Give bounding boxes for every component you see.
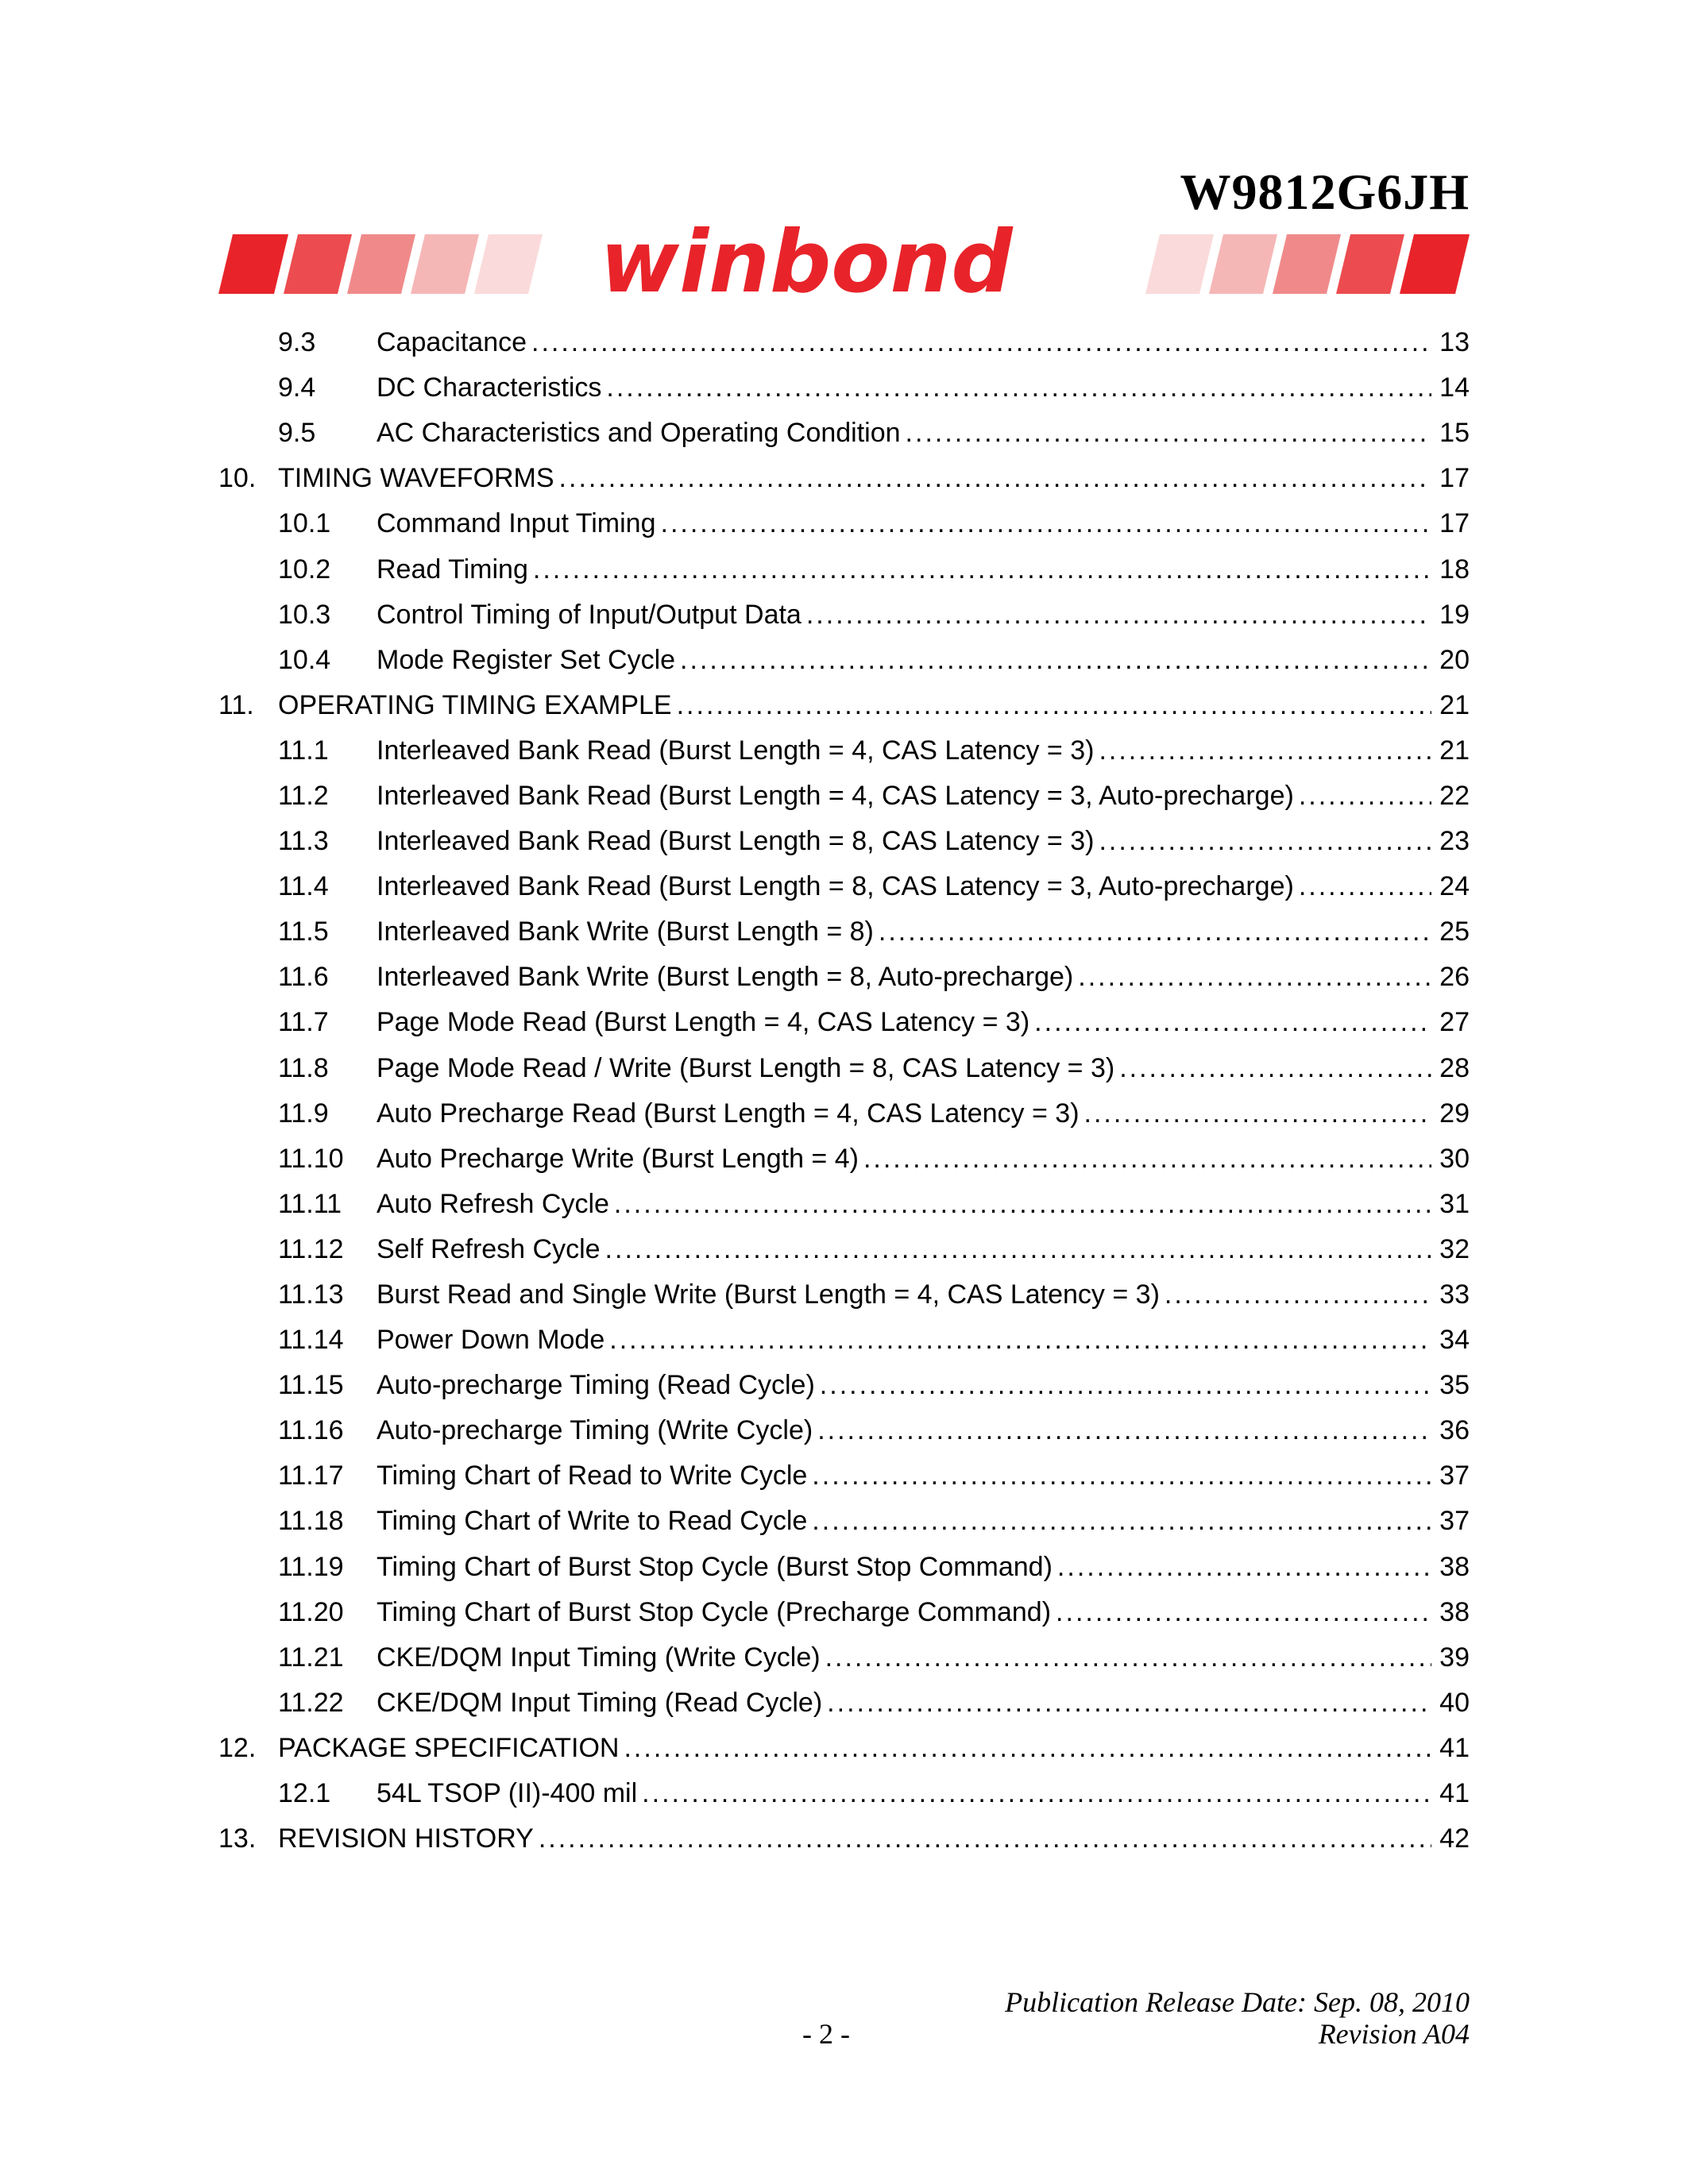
toc-entry-title: Auto Precharge Read (Burst Length = 4, CAS Latency = 3) <box>377 1098 1080 1129</box>
toc-entry-page: 32 <box>1439 1233 1470 1264</box>
toc-leader-dots <box>1099 819 1431 864</box>
logo-stripe <box>474 234 543 294</box>
toc-entry-page: 37 <box>1439 1461 1470 1491</box>
toc-entry-page: 18 <box>1439 554 1470 585</box>
toc-entry-page: 13 <box>1439 327 1470 358</box>
toc-entry-number: 11.17 <box>278 1461 344 1491</box>
logo-stripe <box>1336 234 1404 294</box>
toc-entry-page: 35 <box>1439 1370 1470 1401</box>
toc-entry[interactable] <box>218 365 1470 411</box>
toc-entry-number: 11.14 <box>278 1325 344 1356</box>
toc-entry-number: 9.4 <box>278 372 316 403</box>
toc-leader-dots <box>1034 1000 1431 1045</box>
toc-leader-dots <box>680 638 1431 683</box>
toc-entry[interactable] <box>218 1000 1470 1045</box>
toc-entry-title: Power Down Mode <box>377 1325 605 1356</box>
toc-entry-number: 11.9 <box>278 1098 329 1129</box>
toc-leader-dots <box>806 592 1431 638</box>
toc-entry-page: 31 <box>1439 1188 1470 1219</box>
toc-entry-title: Interleaved Bank Read (Burst Length = 4, CAS Latency = 3, Auto-precharge) <box>377 780 1294 811</box>
toc-entry[interactable] <box>218 1499 1470 1544</box>
toc-entry-title: Timing Chart of Write to Read Cycle <box>377 1506 808 1537</box>
toc-entry[interactable] <box>218 1680 1470 1726</box>
toc-entry-number: 9.5 <box>278 418 316 449</box>
toc-entry-number: 11. <box>218 689 254 720</box>
toc-entry-page: 40 <box>1439 1687 1470 1718</box>
toc-leader-dots <box>827 1680 1431 1726</box>
toc-entry[interactable] <box>218 1227 1470 1272</box>
toc-leader-dots <box>624 1726 1431 1771</box>
toc-entry[interactable] <box>218 1453 1470 1499</box>
toc-leader-dots <box>605 1227 1431 1272</box>
toc-entry-page: 17 <box>1439 463 1470 494</box>
toc-entry-number: 11.6 <box>278 962 329 993</box>
toc-entry-page: 25 <box>1439 916 1470 947</box>
toc-entry-title: Mode Register Set Cycle <box>377 644 676 675</box>
toc-entry-number: 11.20 <box>278 1596 344 1627</box>
toc-entry-number: 10.3 <box>278 599 331 630</box>
toc-entry[interactable] <box>218 1771 1470 1816</box>
toc-entry[interactable] <box>218 728 1470 774</box>
toc-leader-dots <box>1099 728 1431 774</box>
toc-leader-dots <box>879 909 1431 955</box>
toc-entry-number: 11.2 <box>278 780 329 811</box>
toc-leader-dots <box>906 411 1431 456</box>
toc-entry[interactable] <box>218 638 1470 683</box>
toc-leader-dots <box>1119 1046 1431 1091</box>
toc-entry-number: 11.7 <box>278 1007 329 1038</box>
toc-entry-title: 54L TSOP (II)-400 mil <box>377 1778 638 1809</box>
toc-entry[interactable] <box>218 955 1470 1000</box>
page-number: - 2 - <box>802 2018 850 2050</box>
toc-entry-title: Capacitance <box>377 327 527 358</box>
toc-entry[interactable] <box>218 592 1470 638</box>
toc-entry-title: Timing Chart of Burst Stop Cycle (Burst Stop Command) <box>377 1551 1053 1582</box>
toc-leader-dots <box>1165 1272 1431 1318</box>
toc-entry-page: 38 <box>1439 1596 1470 1627</box>
toc-entry-number: 11.3 <box>278 826 329 857</box>
logo-stripe <box>1145 234 1214 294</box>
toc-entry-number: 11.18 <box>278 1506 344 1537</box>
toc-entry-number: 10.4 <box>278 644 331 675</box>
toc-entry-title: Auto Precharge Write (Burst Length = 4) <box>377 1143 859 1174</box>
toc-leader-dots <box>661 501 1432 546</box>
toc-entry-number: 11.5 <box>278 916 329 947</box>
logo-stripe <box>411 234 479 294</box>
toc-leader-dots <box>533 547 1431 592</box>
toc-entry-page: 24 <box>1439 871 1470 902</box>
toc-leader-dots <box>817 1408 1431 1453</box>
toc-leader-dots <box>1299 774 1431 819</box>
toc-entry-page: 15 <box>1439 418 1470 449</box>
toc-entry-title: Read Timing <box>377 554 528 585</box>
toc-entry-number: 11.4 <box>278 871 329 902</box>
toc-entry-page: 17 <box>1439 508 1470 539</box>
logo-wordmark: winbond <box>600 226 1013 302</box>
toc-entry-title: Control Timing of Input/Output Data <box>377 599 802 630</box>
toc-entry-title: Auto-precharge Timing (Write Cycle) <box>377 1415 813 1446</box>
logo-stripe <box>218 234 288 294</box>
toc-entry-number: 12.1 <box>278 1778 331 1809</box>
toc-entry-page: 20 <box>1439 644 1470 675</box>
toc-entry[interactable] <box>218 1726 1470 1771</box>
toc-entry-title: Auto Refresh Cycle <box>377 1188 609 1219</box>
toc-entry[interactable] <box>218 774 1470 819</box>
toc-entry[interactable] <box>218 1590 1470 1635</box>
toc-entry-number: 11.12 <box>278 1233 344 1264</box>
toc-entry-number: 11.8 <box>278 1052 329 1083</box>
revision: Revision A04 <box>1318 2018 1470 2050</box>
toc-entry-page: 19 <box>1439 599 1470 630</box>
toc-entry-page: 38 <box>1439 1551 1470 1582</box>
toc-entry[interactable] <box>218 501 1470 546</box>
toc-entry-title: CKE/DQM Input Timing (Read Cycle) <box>377 1687 823 1718</box>
toc-entry-page: 33 <box>1439 1279 1470 1310</box>
toc-entry-title: Command Input Timing <box>377 508 656 539</box>
toc-entry-page: 27 <box>1439 1007 1470 1038</box>
toc-leader-dots <box>559 456 1431 501</box>
toc-entry-title: Interleaved Bank Read (Burst Length = 8, CAS Latency = 3, Auto-precharge) <box>377 871 1294 902</box>
toc-leader-dots <box>609 1318 1431 1363</box>
toc-entry-number: 12. <box>218 1732 257 1763</box>
toc-entry-page: 26 <box>1439 962 1470 993</box>
toc-entry-number: 11.10 <box>278 1143 344 1174</box>
toc-entry[interactable] <box>218 1091 1470 1136</box>
toc-entry-number: 11.19 <box>278 1551 344 1582</box>
toc-entry-title: Interleaved Bank Read (Burst Length = 4, CAS Latency = 3) <box>377 735 1095 766</box>
toc-leader-dots <box>539 1816 1431 1862</box>
toc-entry-title: REVISION HISTORY <box>278 1823 534 1854</box>
toc-entry-page: 41 <box>1439 1732 1470 1763</box>
toc-entry-title: DC Characteristics <box>377 372 602 403</box>
toc-entry-number: 11.21 <box>278 1642 344 1673</box>
toc-entry-page: 39 <box>1439 1642 1470 1673</box>
toc-entry-page: 21 <box>1439 735 1470 766</box>
toc-entry-number: 11.1 <box>278 735 329 766</box>
publication-date: Publication Release Date: Sep. 08, 2010 <box>1005 1986 1470 2018</box>
toc-leader-dots <box>614 1182 1431 1227</box>
toc-entry-number: 11.22 <box>278 1687 344 1718</box>
toc-entry-page: 36 <box>1439 1415 1470 1446</box>
toc-entry-title: Self Refresh Cycle <box>377 1233 601 1264</box>
toc-leader-dots <box>825 1635 1431 1680</box>
toc-entry[interactable] <box>218 1272 1470 1318</box>
toc-entry[interactable] <box>218 456 1470 501</box>
toc-leader-dots <box>642 1771 1431 1816</box>
toc-leader-dots <box>1078 955 1431 1000</box>
toc-leader-dots <box>1057 1545 1431 1590</box>
toc-entry-number: 10. <box>218 463 257 494</box>
toc-entry-title: Burst Read and Single Write (Burst Length = 4, CAS Latency = 3) <box>377 1279 1160 1310</box>
toc-entry-number: 11.16 <box>278 1415 344 1446</box>
toc-entry-title: AC Characteristics and Operating Condition <box>377 418 901 449</box>
toc-entry-title: Page Mode Read (Burst Length = 4, CAS Latency = 3) <box>377 1007 1030 1038</box>
toc-entry[interactable] <box>218 909 1470 955</box>
toc-leader-dots <box>677 683 1431 728</box>
toc-entry[interactable] <box>218 1136 1470 1182</box>
toc-entry-title: Interleaved Bank Write (Burst Length = 8, Auto-precharge) <box>377 962 1074 993</box>
toc-entry[interactable] <box>218 546 1470 592</box>
toc-entry-title: Auto-precharge Timing (Read Cycle) <box>377 1370 815 1401</box>
toc-leader-dots <box>820 1363 1431 1408</box>
toc-entry-number: 11.11 <box>278 1188 342 1219</box>
toc-entry-title: Page Mode Read / Write (Burst Length = 8, CAS Latency = 3) <box>377 1052 1115 1083</box>
toc-entry[interactable] <box>218 320 1470 365</box>
toc-entry-page: 42 <box>1439 1823 1470 1854</box>
toc-entry-number: 13. <box>218 1823 257 1854</box>
toc-entry-page: 23 <box>1439 826 1470 857</box>
toc-entry-number: 11.15 <box>278 1370 344 1401</box>
toc-leader-dots <box>1056 1590 1431 1635</box>
toc-entry[interactable] <box>218 864 1470 909</box>
logo-stripe <box>347 234 415 294</box>
toc-entry[interactable] <box>218 1363 1470 1408</box>
toc-entry-number: 11.13 <box>278 1279 344 1310</box>
toc-leader-dots <box>1299 864 1431 909</box>
logo-stripe <box>284 234 352 294</box>
logo-stripe <box>1209 234 1277 294</box>
toc-entry[interactable] <box>218 1182 1470 1227</box>
toc-entry[interactable] <box>218 683 1470 728</box>
part-number: W9812G6JH <box>1180 164 1470 220</box>
toc-leader-dots <box>1084 1091 1431 1136</box>
toc-entry[interactable] <box>218 819 1470 864</box>
logo-stripe <box>1273 234 1341 294</box>
toc-entry-title: TIMING WAVEFORMS <box>278 463 554 494</box>
toc-entry[interactable] <box>218 411 1470 456</box>
toc-entry[interactable] <box>218 1408 1470 1453</box>
toc-entry-page: 30 <box>1439 1143 1470 1174</box>
toc-entry-title: OPERATING TIMING EXAMPLE <box>278 689 672 720</box>
toc-entry[interactable] <box>218 1545 1470 1590</box>
toc-entry-page: 37 <box>1439 1506 1470 1537</box>
toc-entry-title: CKE/DQM Input Timing (Write Cycle) <box>377 1642 821 1673</box>
toc-entry[interactable] <box>218 1318 1470 1363</box>
toc-entry[interactable] <box>218 1635 1470 1680</box>
toc-entry-page: 41 <box>1439 1778 1470 1809</box>
toc-entry-page: 29 <box>1439 1098 1470 1129</box>
toc-leader-dots <box>812 1453 1431 1499</box>
toc-leader-dots <box>863 1136 1431 1182</box>
toc-leader-dots <box>606 365 1431 411</box>
toc-entry-number: 9.3 <box>278 327 316 358</box>
toc-entry-title: Timing Chart of Read to Write Cycle <box>377 1461 808 1491</box>
toc-entry[interactable] <box>218 1816 1470 1862</box>
toc-entry-page: 14 <box>1439 372 1470 403</box>
toc-entry-title: Interleaved Bank Write (Burst Length = 8) <box>377 916 874 947</box>
toc-entry-page: 34 <box>1439 1325 1470 1356</box>
logo-stripe <box>1400 234 1470 294</box>
toc-entry-title: Interleaved Bank Read (Burst Length = 8, CAS Latency = 3) <box>377 826 1095 857</box>
toc-entry-page: 22 <box>1439 780 1470 811</box>
toc-leader-dots <box>531 320 1431 365</box>
toc-entry[interactable] <box>218 1046 1470 1091</box>
table-of-contents <box>218 320 1470 1862</box>
toc-entry-number: 10.2 <box>278 554 331 585</box>
toc-entry-title: PACKAGE SPECIFICATION <box>278 1732 620 1763</box>
toc-entry-number: 10.1 <box>278 508 331 539</box>
toc-entry-title: Timing Chart of Burst Stop Cycle (Precharge Command) <box>377 1596 1052 1627</box>
toc-entry-page: 21 <box>1439 689 1470 720</box>
winbond-logo <box>218 226 1470 302</box>
toc-leader-dots <box>812 1499 1431 1544</box>
toc-entry-page: 28 <box>1439 1052 1470 1083</box>
